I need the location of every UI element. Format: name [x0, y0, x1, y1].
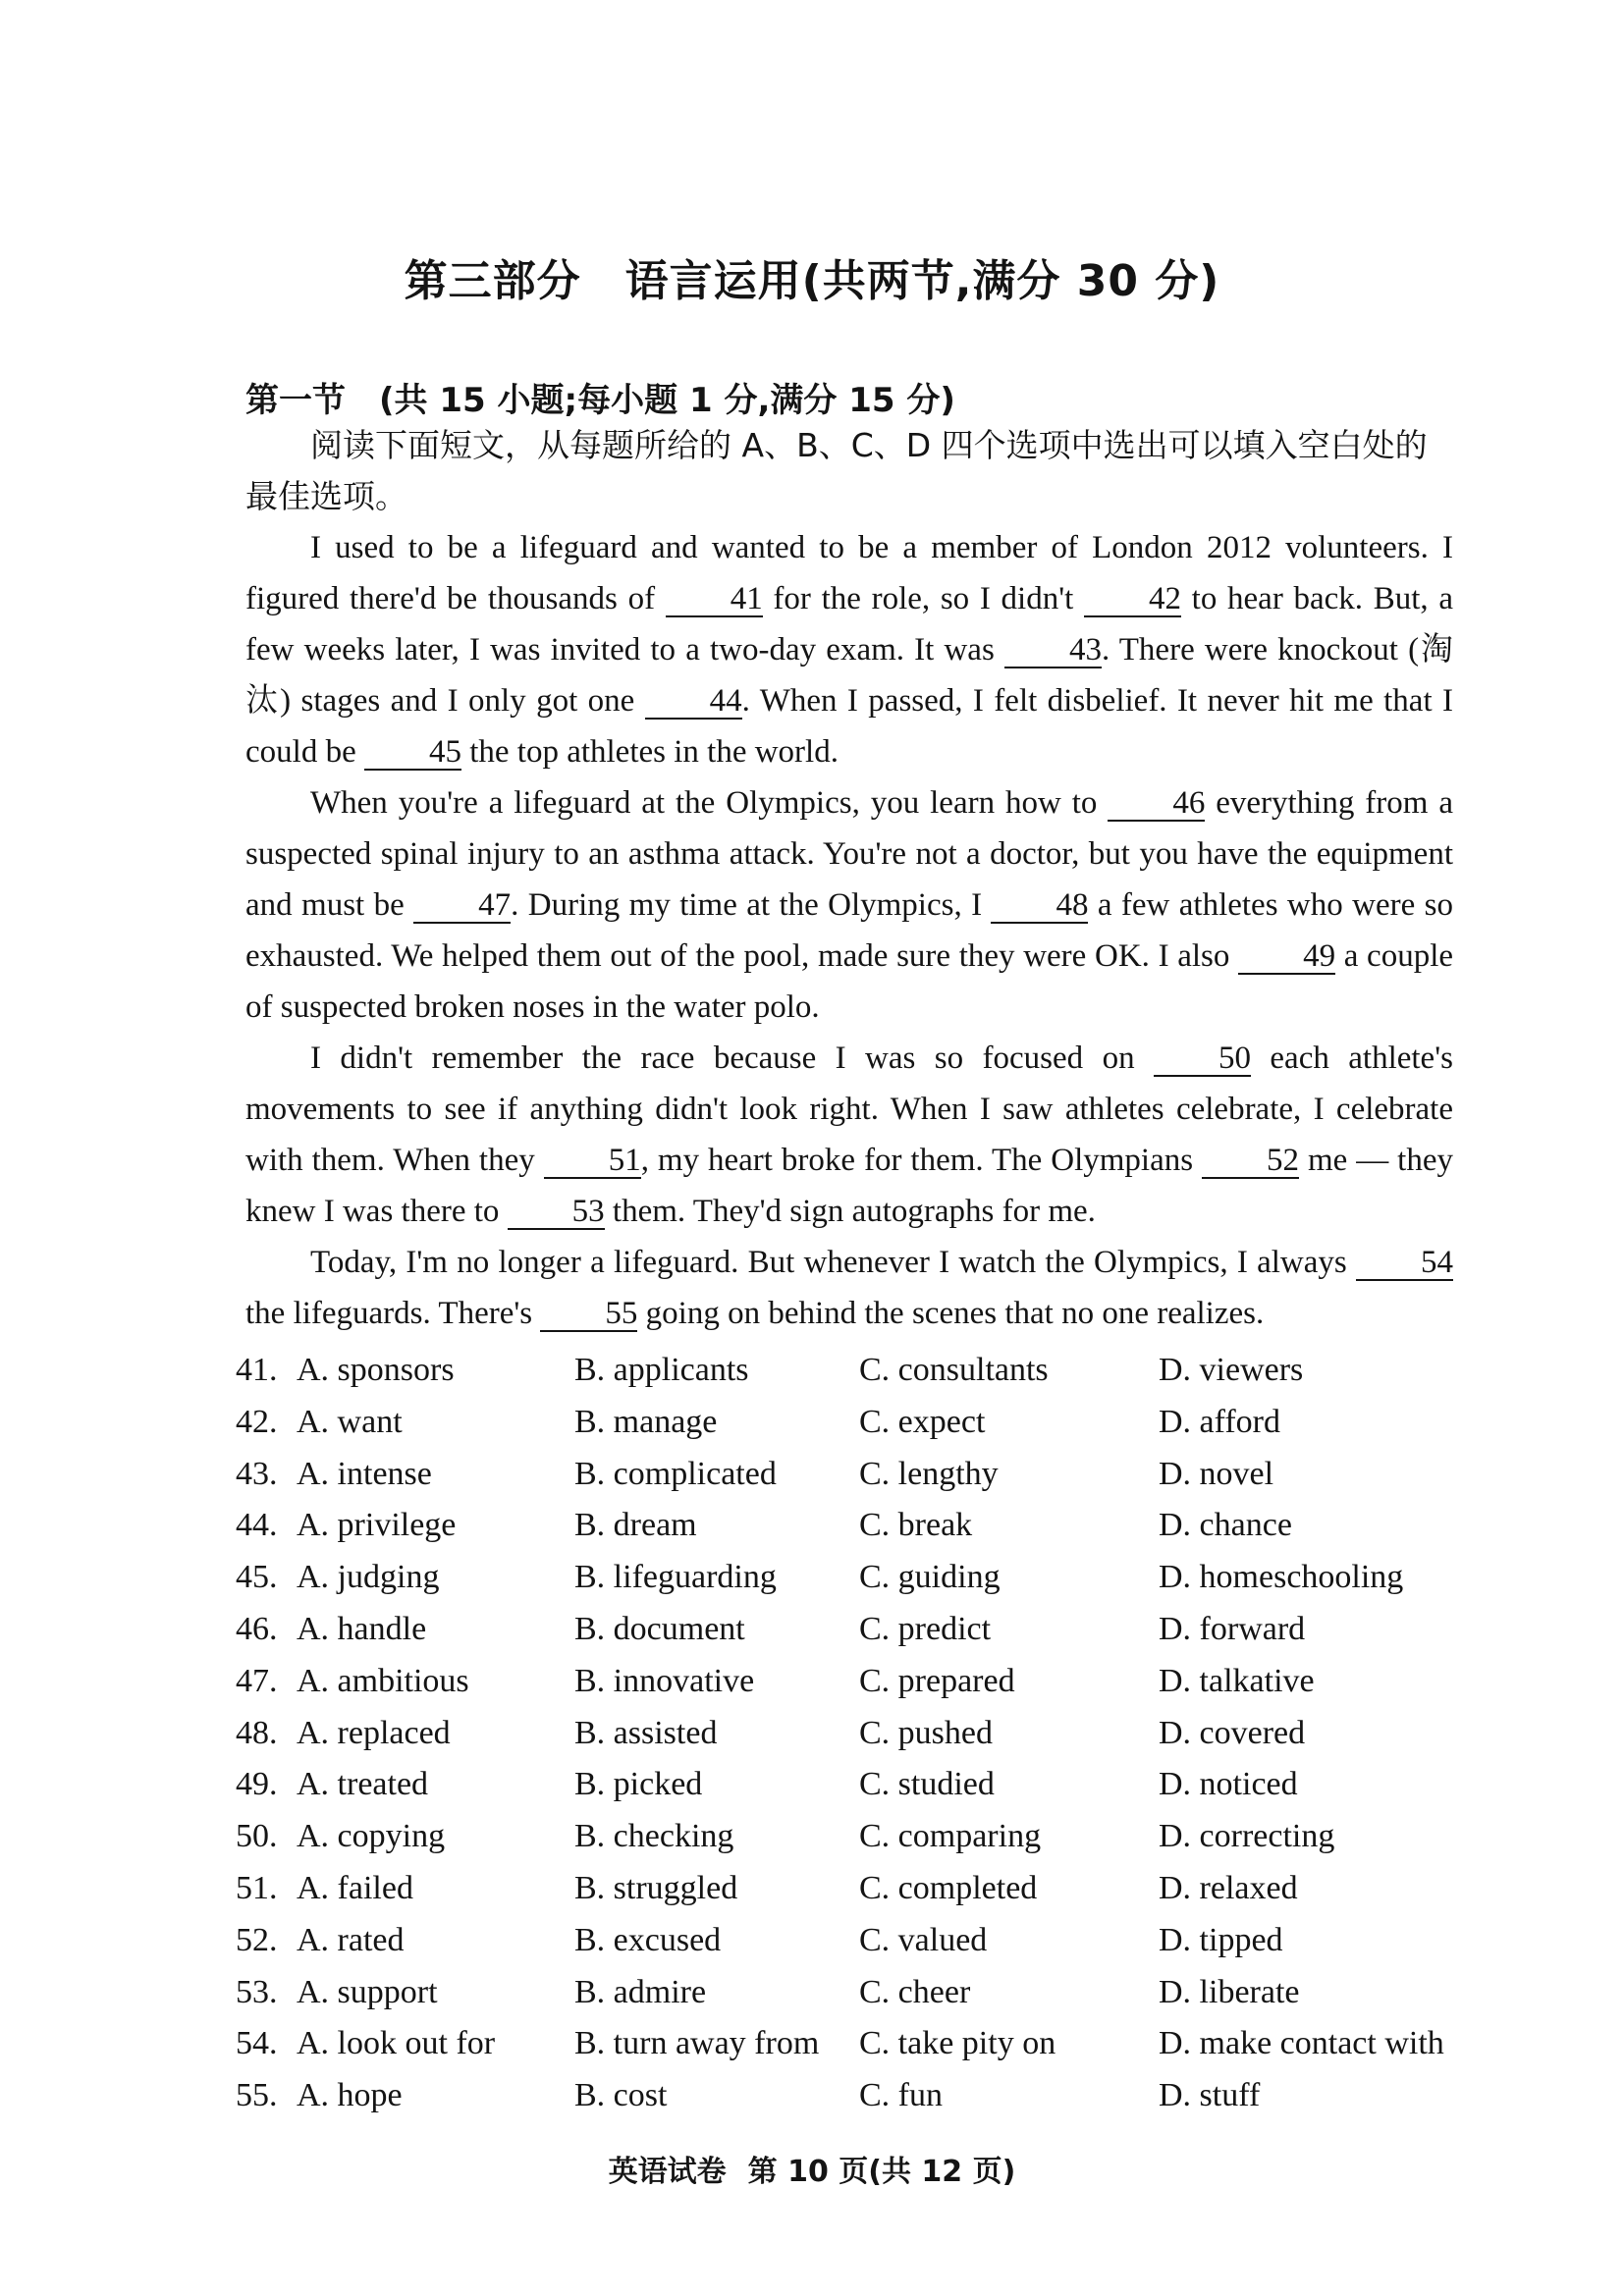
- option-a: A. ambitious: [297, 1662, 469, 1699]
- page-number: 第 10 页(共 12 页): [747, 2155, 1016, 2189]
- option-b: B. excused: [574, 1921, 722, 1958]
- option-a: A. privilege: [297, 1507, 457, 1544]
- option-c: C. guiding: [859, 1559, 1001, 1596]
- question-number: 46.: [236, 1610, 278, 1647]
- option-row-51: [236, 1870, 1483, 1922]
- option-a: A. hope: [297, 2077, 403, 2114]
- question-number: 44.: [236, 1507, 278, 1544]
- question-number: 41.: [236, 1352, 278, 1388]
- option-c: C. completed: [859, 1869, 1038, 1906]
- passage-paragraph-4: Today, I'm no longer a lifeguard. But whenever I watch the Olympics, I always 54 the lifeguards. There's 55 going on behind the scenes that no one realizes.: [245, 1245, 1453, 1331]
- option-b: B. lifeguarding: [574, 1559, 777, 1596]
- question-number: 49.: [236, 1766, 278, 1803]
- passage-paragraph-2: When you're a lifeguard at the Olympics, you learn how to 46 everything from a suspected spinal injury to an asthma attack. You're not a doctor, but you have the equipment and must be 47. During my time at the Olympics, I 48 a few athletes who were so exhausted. We helped them out of the pool, made sure they were OK. I also 49 a couple of suspected broken noses in the water polo.: [245, 785, 1454, 1025]
- blank-50: 50: [1154, 1041, 1251, 1077]
- option-a: A. handle: [297, 1610, 427, 1647]
- option-row-43: [236, 1456, 1483, 1508]
- blank-41: 41: [666, 582, 763, 617]
- option-d: D. viewers: [1159, 1352, 1304, 1388]
- blank-44: 44: [645, 684, 742, 720]
- option-b: B. complicated: [574, 1455, 777, 1492]
- question-number: 52.: [236, 1921, 278, 1958]
- section-directions: 阅读下面短文，从每题所给的 A、B、C、D 四个选项中选出可以填入空白处的最佳选项。: [245, 426, 1428, 515]
- answer-options: [236, 1352, 1483, 2129]
- option-c: C. comparing: [859, 1818, 1042, 1855]
- blank-45: 45: [364, 735, 461, 771]
- option-a: A. sponsors: [297, 1352, 455, 1388]
- blank-48: 48: [991, 888, 1088, 924]
- option-b: B. checking: [574, 1818, 734, 1855]
- option-c: C. break: [859, 1507, 973, 1544]
- option-c: C. consultants: [859, 1352, 1049, 1388]
- option-row-53: [236, 1974, 1483, 2026]
- option-c: C. prepared: [859, 1662, 1015, 1699]
- option-b: B. struggled: [574, 1869, 738, 1906]
- option-a: A. copying: [297, 1818, 446, 1855]
- option-c: C. studied: [859, 1766, 995, 1803]
- option-b: B. document: [574, 1610, 745, 1647]
- option-a: A. replaced: [297, 1714, 451, 1751]
- option-row-41: [236, 1352, 1483, 1404]
- blank-53: 53: [508, 1195, 605, 1230]
- option-a: A. support: [297, 1973, 438, 2010]
- question-number: 45.: [236, 1559, 278, 1596]
- question-number: 54.: [236, 2025, 278, 2062]
- option-row-45: [236, 1559, 1483, 1611]
- passage-paragraph-3: I didn't remember the race because I was so focused on 50 each athlete's movements to see if anything didn't look right. When I saw athletes celebrate, I celebrate with them. When they 51, my heart broke for them. The Olympians 52 me — they knew I was there to 53 them. They'd sign autographs for me.: [245, 1041, 1453, 1229]
- option-row-52: [236, 1922, 1483, 1974]
- blank-43: 43: [1004, 633, 1102, 668]
- option-row-44: [236, 1507, 1483, 1559]
- option-d: D. correcting: [1159, 1818, 1335, 1855]
- section-heading: 第一节 (共 15 小题;每小题 1 分,满分 15 分): [245, 381, 955, 420]
- option-row-47: [236, 1663, 1483, 1715]
- option-c: C. valued: [859, 1921, 988, 1958]
- blank-46: 46: [1108, 786, 1205, 822]
- option-d: D. novel: [1159, 1455, 1274, 1492]
- blank-54: 54: [1356, 1246, 1453, 1281]
- option-b: B. innovative: [574, 1662, 755, 1699]
- page-footer: [0, 2147, 1624, 2190]
- blank-52: 52: [1202, 1144, 1299, 1179]
- option-b: B. turn away from: [574, 2025, 820, 2062]
- option-b: B. picked: [574, 1766, 703, 1803]
- passage-paragraph-1: I used to be a lifeguard and wanted to be a member of London 2012 volunteers. I figured there'd be thousands of 41 for the role, so I didn't 42 to hear back. But, a few weeks later, I was invited to a two-day exam. It was 43. There were knockout (淘汰) stages and I only got one 44. When I passed, I felt disbelief. It never hit me that I could be 45 the top athletes in the world.: [245, 530, 1454, 770]
- option-d: D. talkative: [1159, 1662, 1315, 1699]
- option-row-50: [236, 1818, 1483, 1870]
- option-b: B. cost: [574, 2077, 668, 2114]
- option-a: A. want: [297, 1403, 403, 1440]
- question-number: 50.: [236, 1818, 278, 1855]
- option-d: D. chance: [1159, 1507, 1292, 1544]
- question-number: 55.: [236, 2077, 278, 2114]
- question-number: 53.: [236, 1973, 278, 2010]
- blank-47: 47: [413, 888, 511, 924]
- option-c: C. cheer: [859, 1973, 971, 2010]
- option-b: B. admire: [574, 1973, 707, 2010]
- option-c: C. pushed: [859, 1714, 993, 1751]
- cloze-passage: [245, 522, 1453, 1339]
- option-b: B. assisted: [574, 1714, 718, 1751]
- blank-42: 42: [1084, 582, 1181, 617]
- option-d: D. afford: [1159, 1403, 1280, 1440]
- option-row-49: [236, 1766, 1483, 1818]
- blank-51: 51: [544, 1144, 641, 1179]
- option-d: D. noticed: [1159, 1766, 1298, 1803]
- option-row-54: [236, 2025, 1483, 2077]
- option-a: A. rated: [297, 1921, 405, 1958]
- option-row-55: [236, 2077, 1483, 2129]
- option-d: D. make contact with: [1159, 2025, 1444, 2062]
- option-a: A. judging: [297, 1559, 440, 1596]
- option-d: D. homeschooling: [1159, 1559, 1404, 1596]
- option-a: A. intense: [297, 1455, 432, 1492]
- option-d: D. stuff: [1159, 2077, 1261, 2114]
- option-d: D. relaxed: [1159, 1869, 1298, 1906]
- option-c: C. fun: [859, 2077, 943, 2114]
- option-b: B. dream: [574, 1507, 697, 1544]
- option-d: D. forward: [1159, 1610, 1306, 1647]
- option-d: D. covered: [1159, 1714, 1306, 1751]
- option-row-48: [236, 1715, 1483, 1767]
- option-row-42: [236, 1404, 1483, 1456]
- question-number: 47.: [236, 1662, 278, 1699]
- option-b: B. applicants: [574, 1352, 749, 1388]
- option-a: A. look out for: [297, 2025, 496, 2062]
- blank-49: 49: [1238, 939, 1335, 975]
- question-number: 48.: [236, 1714, 278, 1751]
- option-a: A. treated: [297, 1766, 429, 1803]
- question-number: 42.: [236, 1403, 278, 1440]
- option-c: C. take pity on: [859, 2025, 1056, 2062]
- option-b: B. manage: [574, 1403, 718, 1440]
- footer-subject: 英语试卷: [608, 2155, 727, 2189]
- option-c: C. predict: [859, 1610, 992, 1647]
- question-number: 43.: [236, 1455, 278, 1492]
- option-c: C. lengthy: [859, 1455, 999, 1492]
- option-c: C. expect: [859, 1403, 986, 1440]
- part-title: 第三部分 语言运用(共两节,满分 30 分): [404, 256, 1220, 306]
- option-d: D. tipped: [1159, 1921, 1283, 1958]
- option-row-46: [236, 1611, 1483, 1663]
- option-a: A. failed: [297, 1869, 413, 1906]
- question-number: 51.: [236, 1869, 278, 1906]
- option-d: D. liberate: [1159, 1973, 1300, 2010]
- blank-55: 55: [540, 1297, 637, 1332]
